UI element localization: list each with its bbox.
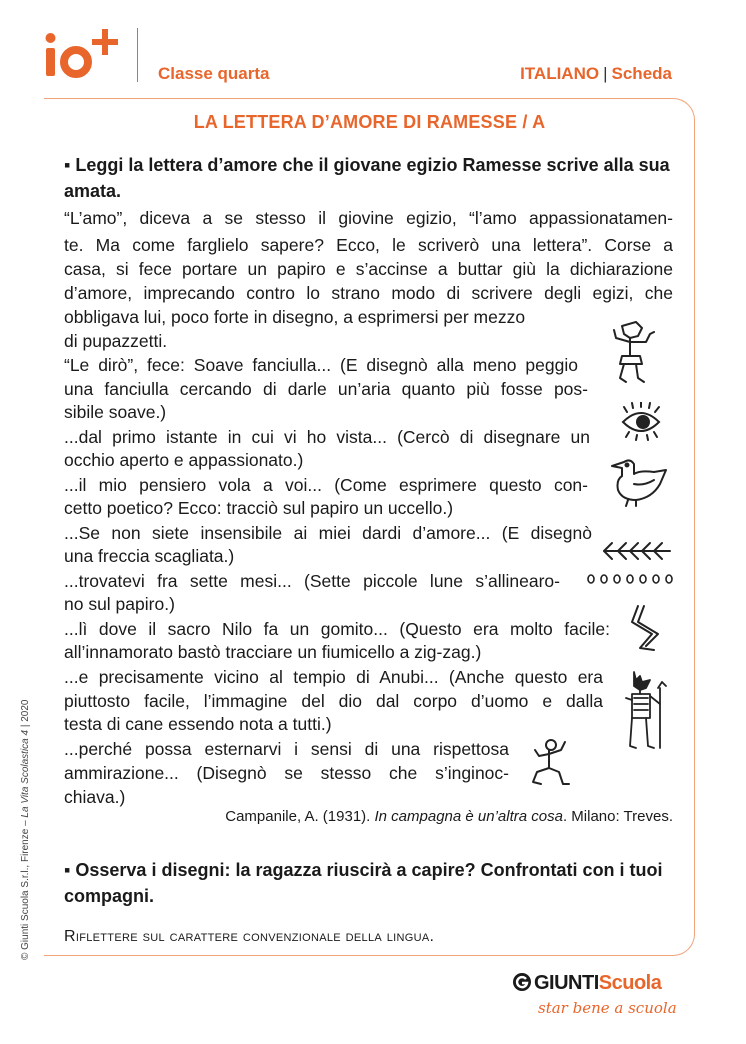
brand-name-giunti: GIUNTI	[534, 972, 599, 994]
letter-line: ...Se non siete insensibile ai miei dardi d’amore... (E disegnò	[64, 523, 592, 543]
letter-line: casa, si fece portare un papiro e s’accinse a buttar giù la dichiarazione	[64, 259, 673, 279]
subject-label: ITALIANO | Scheda	[520, 64, 672, 83]
reading-instruction: ▪ Leggi la lettera d’amore che il giovane egizio Ramesse scrive alla sua amata.	[64, 155, 670, 201]
discussion-instruction: ▪ Osserva i disegni: la ragazza riuscirà a capire? Confrontati con i tuoi compagni.	[64, 860, 663, 906]
letter-line: ...dal primo istante in cui vi ho vista... (Cercò di disegnare un	[64, 427, 590, 447]
eye-glyph-icon	[619, 402, 663, 442]
girl-glyph-icon	[608, 318, 658, 386]
river-glyph-icon	[624, 604, 660, 652]
letter-line: chiava.)	[64, 787, 126, 807]
brand-name-scuola: Scuola	[598, 972, 662, 994]
letter-line: ...il mio pensiero vola a voi... (Come esprimere questo con-	[64, 475, 588, 495]
copyright-suffix: | 2020	[20, 699, 31, 730]
letter-line: no sul papiro.)	[64, 594, 175, 614]
letter-line: una freccia scagliata.)	[64, 546, 235, 566]
bird-glyph-icon	[604, 456, 670, 508]
letter-line: ...e precisamente vicino al tempio di Anubi... (Anche questo era	[64, 667, 603, 687]
copyright-magazine: La Vita Scolastica 4	[20, 729, 31, 818]
letter-line: “L’amo”, diceva a se stesso il giovine egizio, “l’amo appassionatamen-	[64, 208, 673, 228]
brand-name	[512, 972, 677, 995]
letter-line: di pupazzetti.	[64, 331, 168, 351]
letter-line: testa di cane essendo nota a tutti.)	[64, 714, 332, 734]
letter-line: piuttosto facile, l’immagine del dio dal corpo d’uomo e dalla	[64, 691, 603, 711]
letter-line: obbligava lui, poco forte in disegno, a esprimersi per mezzo	[64, 307, 526, 327]
objective-note: Riflettere sul carattere convenzionale della lingua.	[64, 928, 435, 945]
brand-tagline: star bene a scuola	[538, 999, 677, 1017]
arrow-glyph-icon	[602, 540, 672, 562]
letter-line: cetto poetico? Ecco: tracciò sul papiro un uccello.)	[64, 498, 454, 518]
letter-line: sibile soave.)	[64, 402, 167, 422]
worksheet-title: LA LETTERA D’AMORE DI RAMESSE / A	[193, 112, 546, 132]
citation-author: Campanile, A. (1931).	[225, 808, 371, 825]
class-label: Classe quarta	[158, 64, 270, 83]
anubis-glyph-icon	[620, 668, 668, 752]
letter-line: d’amore, imprecando contro lo strano modo di scrivere degli egizi, che	[64, 283, 673, 303]
letter-line: ...trovatevi fra sette mesi... (Sette piccole lune s’allinearo-	[64, 571, 560, 591]
letter-line: te. Ma come farglielo sapere? Ecco, le scriverò una lettera”. Corse a	[64, 235, 673, 255]
letter-line: all’innamorato bastò tracciare un fiumicello a zig-zag.)	[64, 642, 482, 662]
letter-line: “Le dirò”, fece: Soave fanciulla... (E disegnò alla meno peggio	[64, 355, 578, 375]
subject-name: ITALIANO	[520, 64, 600, 83]
moons-glyph-icon	[586, 571, 676, 587]
letter-line: ammirazione... (Disegnò se stesso che s’inginoc-	[64, 763, 509, 783]
citation-title: In campagna è un’altra cosa	[374, 808, 563, 825]
io-plus-logo	[44, 26, 124, 82]
citation-publisher: . Milano: Treves.	[562, 808, 673, 825]
kneeling-man-glyph-icon	[527, 738, 573, 788]
letter-line: ...perché possa esternarvi i sensi di una rispettosa	[64, 739, 509, 759]
giunti-g-icon	[512, 972, 532, 992]
header-divider	[137, 28, 138, 82]
copyright-prefix: © Giunti Scuola S.r.l., Firenze –	[20, 817, 31, 960]
citation	[225, 808, 673, 825]
letter-line: occhio aperto e appassionato.)	[64, 450, 304, 470]
copyright-notice	[20, 700, 31, 961]
giunti-scuola-brand	[512, 972, 677, 1017]
letter-line: ...lì dove il sacro Nilo fa un gomito... (Questo era molto facile:	[64, 619, 610, 639]
sheet-label: Scheda	[611, 64, 672, 83]
letter-line: una fanciulla cercando di darle un’aria quanto più fosse pos-	[64, 379, 588, 399]
